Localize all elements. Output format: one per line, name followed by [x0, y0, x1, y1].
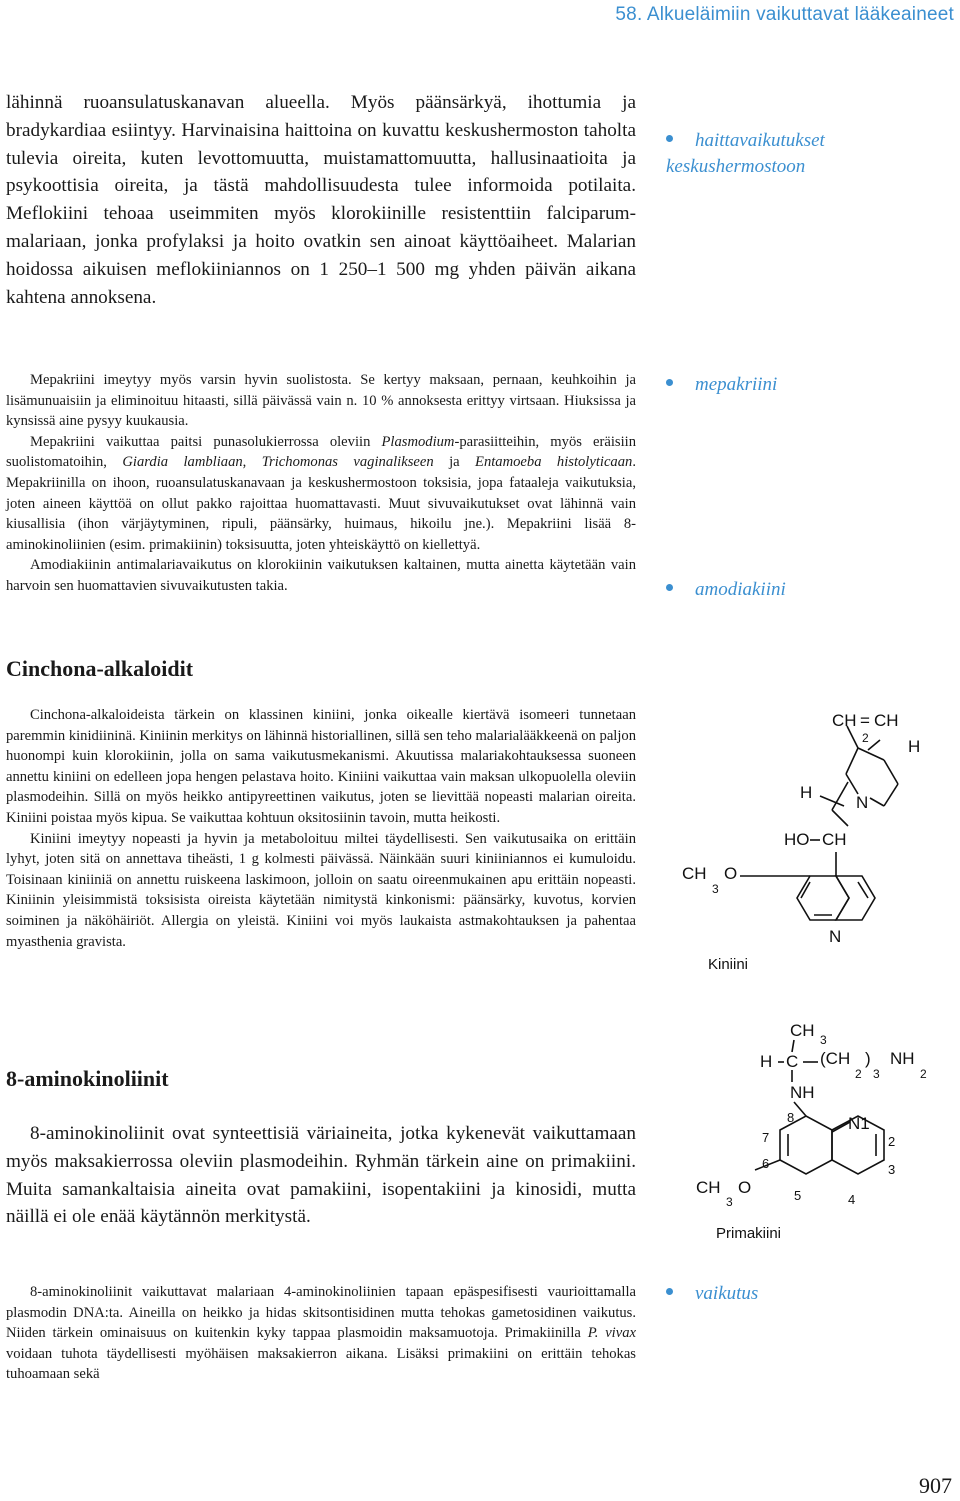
aminokinoliinit-intro	[6, 1120, 636, 1231]
section-heading-aminokinoliinit: 8-aminokinoliinit	[6, 1066, 169, 1091]
kiniini-atom: H	[908, 737, 921, 756]
mepakriini-p1: Mepakriini imeytyy myös varsin hyvin suolistosta. Se kertyy maksaan, pernaan, keuhkoihin ja lisämunuaisiin ja eliminoituu hitaasti, sillä päivässä vain n. 10 % annoksesta erittyy virtsaan. Hiuksissa ja kynsissä aine pysyy kuukausia.	[6, 372, 636, 430]
primakiini-atom: N1	[848, 1114, 870, 1133]
margin-note-text: mepakriini	[695, 374, 778, 395]
primakiini-subscript: 2	[855, 1067, 862, 1081]
margin-note-mepakriini	[666, 372, 777, 398]
primakiini-structure	[680, 1012, 960, 1242]
primakiini-position: 5	[794, 1188, 802, 1203]
kiniini-atom: CH	[822, 830, 847, 849]
kiniini-atom: CH	[874, 711, 899, 730]
bullet-icon	[666, 584, 673, 591]
primakiini-atom: H	[760, 1052, 773, 1071]
mepakriini-section	[6, 370, 636, 597]
primakiini-subscript: 3	[726, 1195, 733, 1209]
margin-note-text: amodiakiini	[695, 579, 786, 600]
kiniini-atom: CH	[682, 864, 707, 883]
kiniini-structure	[660, 700, 960, 990]
cinchona-p1: Cinchona-alkaloideista tärkein on klassinen kiniini, jonka oikealle kiertävä isomeeri tunnetaan paremmin kinidiininä. Kiniinin merkitys on lähinnä historiallinen, sillä sen teho malarialääkkeenä on paljon huonompi kuin klorokiinin, jolla on sama vaikutusmekanismi. Akuutissa malariakohtauksessa suoneen annettu kiniini on edelleen jopa hengen pelastava hoito. Kiniini vaikuttaa vain maksan ulkopuolella oleviin plasmodeihin. Sillä on myös heikko antipyreettinen vaikutus, joten se lievittää nopeasti malarian oireita. Kiniini poistaa myös kipua. Se vaikuttaa kohtuun oksitosiinin tavoin, mutta heikosti.	[6, 707, 636, 826]
aminokinoliinit-intro-text: 8-aminokinoliinit ovat synteettisiä väriaineita, jotka kykenevät vaikuttamaan myös maksakierrossa oleviin plasmodeihin. Ryhmän tärkein aine on primakiini. Muita samankaltaisia aineita ovat pamakiini, isopentakiini ja kinosidi, mutta näillä ei ole enää käytännön merkitystä.	[6, 1123, 636, 1228]
primakiini-atom: NH	[890, 1049, 915, 1068]
bullet-icon	[666, 135, 673, 142]
primakiini-subscript: 3	[820, 1033, 827, 1047]
mepakriini-p3: Amodiakiinin antimalariavaikutus on klorokiinin vaikutuksen kaltainen, mutta ainetta käytetään vain harvoin sen huomattavien sivuvaikutusten takia.	[6, 557, 636, 594]
kiniini-atom: N	[856, 793, 869, 812]
running-head: 58. Alkueläimiin vaikuttavat lääkeaineet	[615, 4, 954, 25]
aminokinoliinit-p1: 8-aminokinoliinit vaikuttavat malariaan 4-aminokinoliinien tapaan epäspesifisesti vaurioittamalla plasmodin DNA:ta. Aineilla on heikko ja hidas skitsontisidinen mutta tehokas gametosidinen vaikutus. Niiden tärkein ominaisuus on kuitenkin kyky tappaa plasmoidin maksamuotoja. Primakiinilla P. vivax voidaan tuhota täydellisesti myöhäisen maksakierron aikana. Lisäksi primakiini on erittäin tehokas tuhoamaan sekä	[6, 1284, 636, 1383]
primakiini-position: 4	[848, 1192, 856, 1207]
section-heading-cinchona: Cinchona-alkaloidit	[6, 656, 194, 681]
primakiini-atom: O	[738, 1178, 752, 1197]
margin-note-text: haittavaikutukset	[695, 130, 825, 151]
primakiini-position: 2	[888, 1134, 896, 1149]
kiniini-atom: HO	[784, 830, 810, 849]
primakiini-subscript: 2	[920, 1067, 927, 1081]
primakiini-atom: (CH	[820, 1049, 851, 1068]
aminokinoliinit-section	[6, 1282, 636, 1385]
bullet-icon	[666, 379, 673, 386]
intro-paragraph	[6, 89, 636, 311]
primakiini-position: 7	[762, 1130, 770, 1145]
margin-note-text: vaikutus	[695, 1283, 759, 1304]
bullet-icon	[666, 1288, 673, 1295]
kiniini-atom: CH	[832, 711, 857, 730]
kiniini-subscript: 3	[712, 882, 719, 896]
primakiini-atom: NH	[790, 1083, 815, 1102]
primakiini-position: 6	[762, 1156, 770, 1171]
margin-note-text: keskushermostoon	[666, 156, 806, 177]
cinchona-section	[6, 705, 636, 952]
primakiini-atom: )	[865, 1049, 871, 1068]
margin-note-haittavaikutukset	[666, 128, 956, 180]
primakiini-position: 3	[888, 1162, 896, 1177]
cinchona-p2: Kiniini imeytyy nopeasti ja hyvin ja metaboloituu miltei täydellisesti. Sen vaikutusaika on erittäin lyhyt, joten sitä on annettava tiheästi, 1 g kolmesti päivässä. Näinkään suuri kiniiniannos ei kumuloidu. Toisinaan kiniiniä on annettu ruiskeena laskimoon, jolloin on saatu oireenmukainen apu erittäin nopeasti. Kiniinin yleisimmistä toksisista oireista käytetään nimitystä kinkonismi: päänsärky, kuvotus, korvien soiminen ja näköhäiriöt. Allergia on yleistä. Kiniini voi myös laukaista astmakohtauksen ja pahentaa myasthenia gravista.	[6, 830, 636, 950]
primakiini-atom: CH	[696, 1178, 721, 1197]
primakiini-position: 8	[787, 1110, 795, 1125]
mepakriini-p2: Mepakriini vaikuttaa paitsi punasolukierrossa oleviin Plasmodium-parasiitteihin, myös eräisiin suolistomatoihin, Giardia lambliaan, Trichomonas vaginalikseen ja Entamoeba histolyticaan. Mepakriinilla on ihoon, ruoansulatuskanavaan ja keskushermostoon toksisia, jopa fataaleja vaikutuksia, joten aineen käyttöä on ollut pakko rajoittaa huomattavasti. Muut sivuvaikutukset ovat lähinnä vain kiusallisia (ihon värjäytyminen, ripuli, päänsärky, huimaus, hikoilu jne.). Mepakriini lisää 8-aminokinoliinien (esim. primakiinin) toksisuutta, joten yhteiskäyttö on kiellettyä.	[6, 433, 636, 553]
kiniini-label: Kiniini	[708, 956, 749, 973]
kiniini-bond: =	[860, 711, 870, 730]
primakiini-subscript: 3	[873, 1067, 880, 1081]
kiniini-atom: O	[724, 864, 738, 883]
primakiini-label: Primakiini	[716, 1225, 782, 1242]
page-number: 907	[919, 1473, 952, 1498]
margin-note-amodiakiini	[666, 577, 786, 603]
kiniini-subscript: 2	[862, 731, 869, 745]
kiniini-atom: H	[800, 783, 813, 802]
primakiini-atom: C	[786, 1052, 799, 1071]
intro-text: lähinnä ruoansulatuskanavan alueella. Myös päänsärkyä, ihottumia ja bradykardiaa esiintyy. Harvinaisina haittoina on kuvattu keskushermoston taholta tulevia oireita, kuten levottomuutta, muistamattomuutta, hallusinaatioita ja psykoottisia oireita, ja tästä mahdollisuudesta tulee informoida potilaita. Meflokiini tehoaa useimmiten myös klorokiinille resistenttiin falciparum-malariaan, jonka profylaksi ja hoito ovatkin sen ainoat käyttöaiheet. Malarian hoidossa aikuisen meflokiiniannos on 1 250–1 500 mg yhden päivän aikana kahtena annoksena.	[6, 92, 636, 308]
margin-note-vaikutus	[666, 1281, 758, 1307]
primakiini-atom: CH	[790, 1021, 815, 1040]
kiniini-atom: N	[829, 927, 842, 946]
